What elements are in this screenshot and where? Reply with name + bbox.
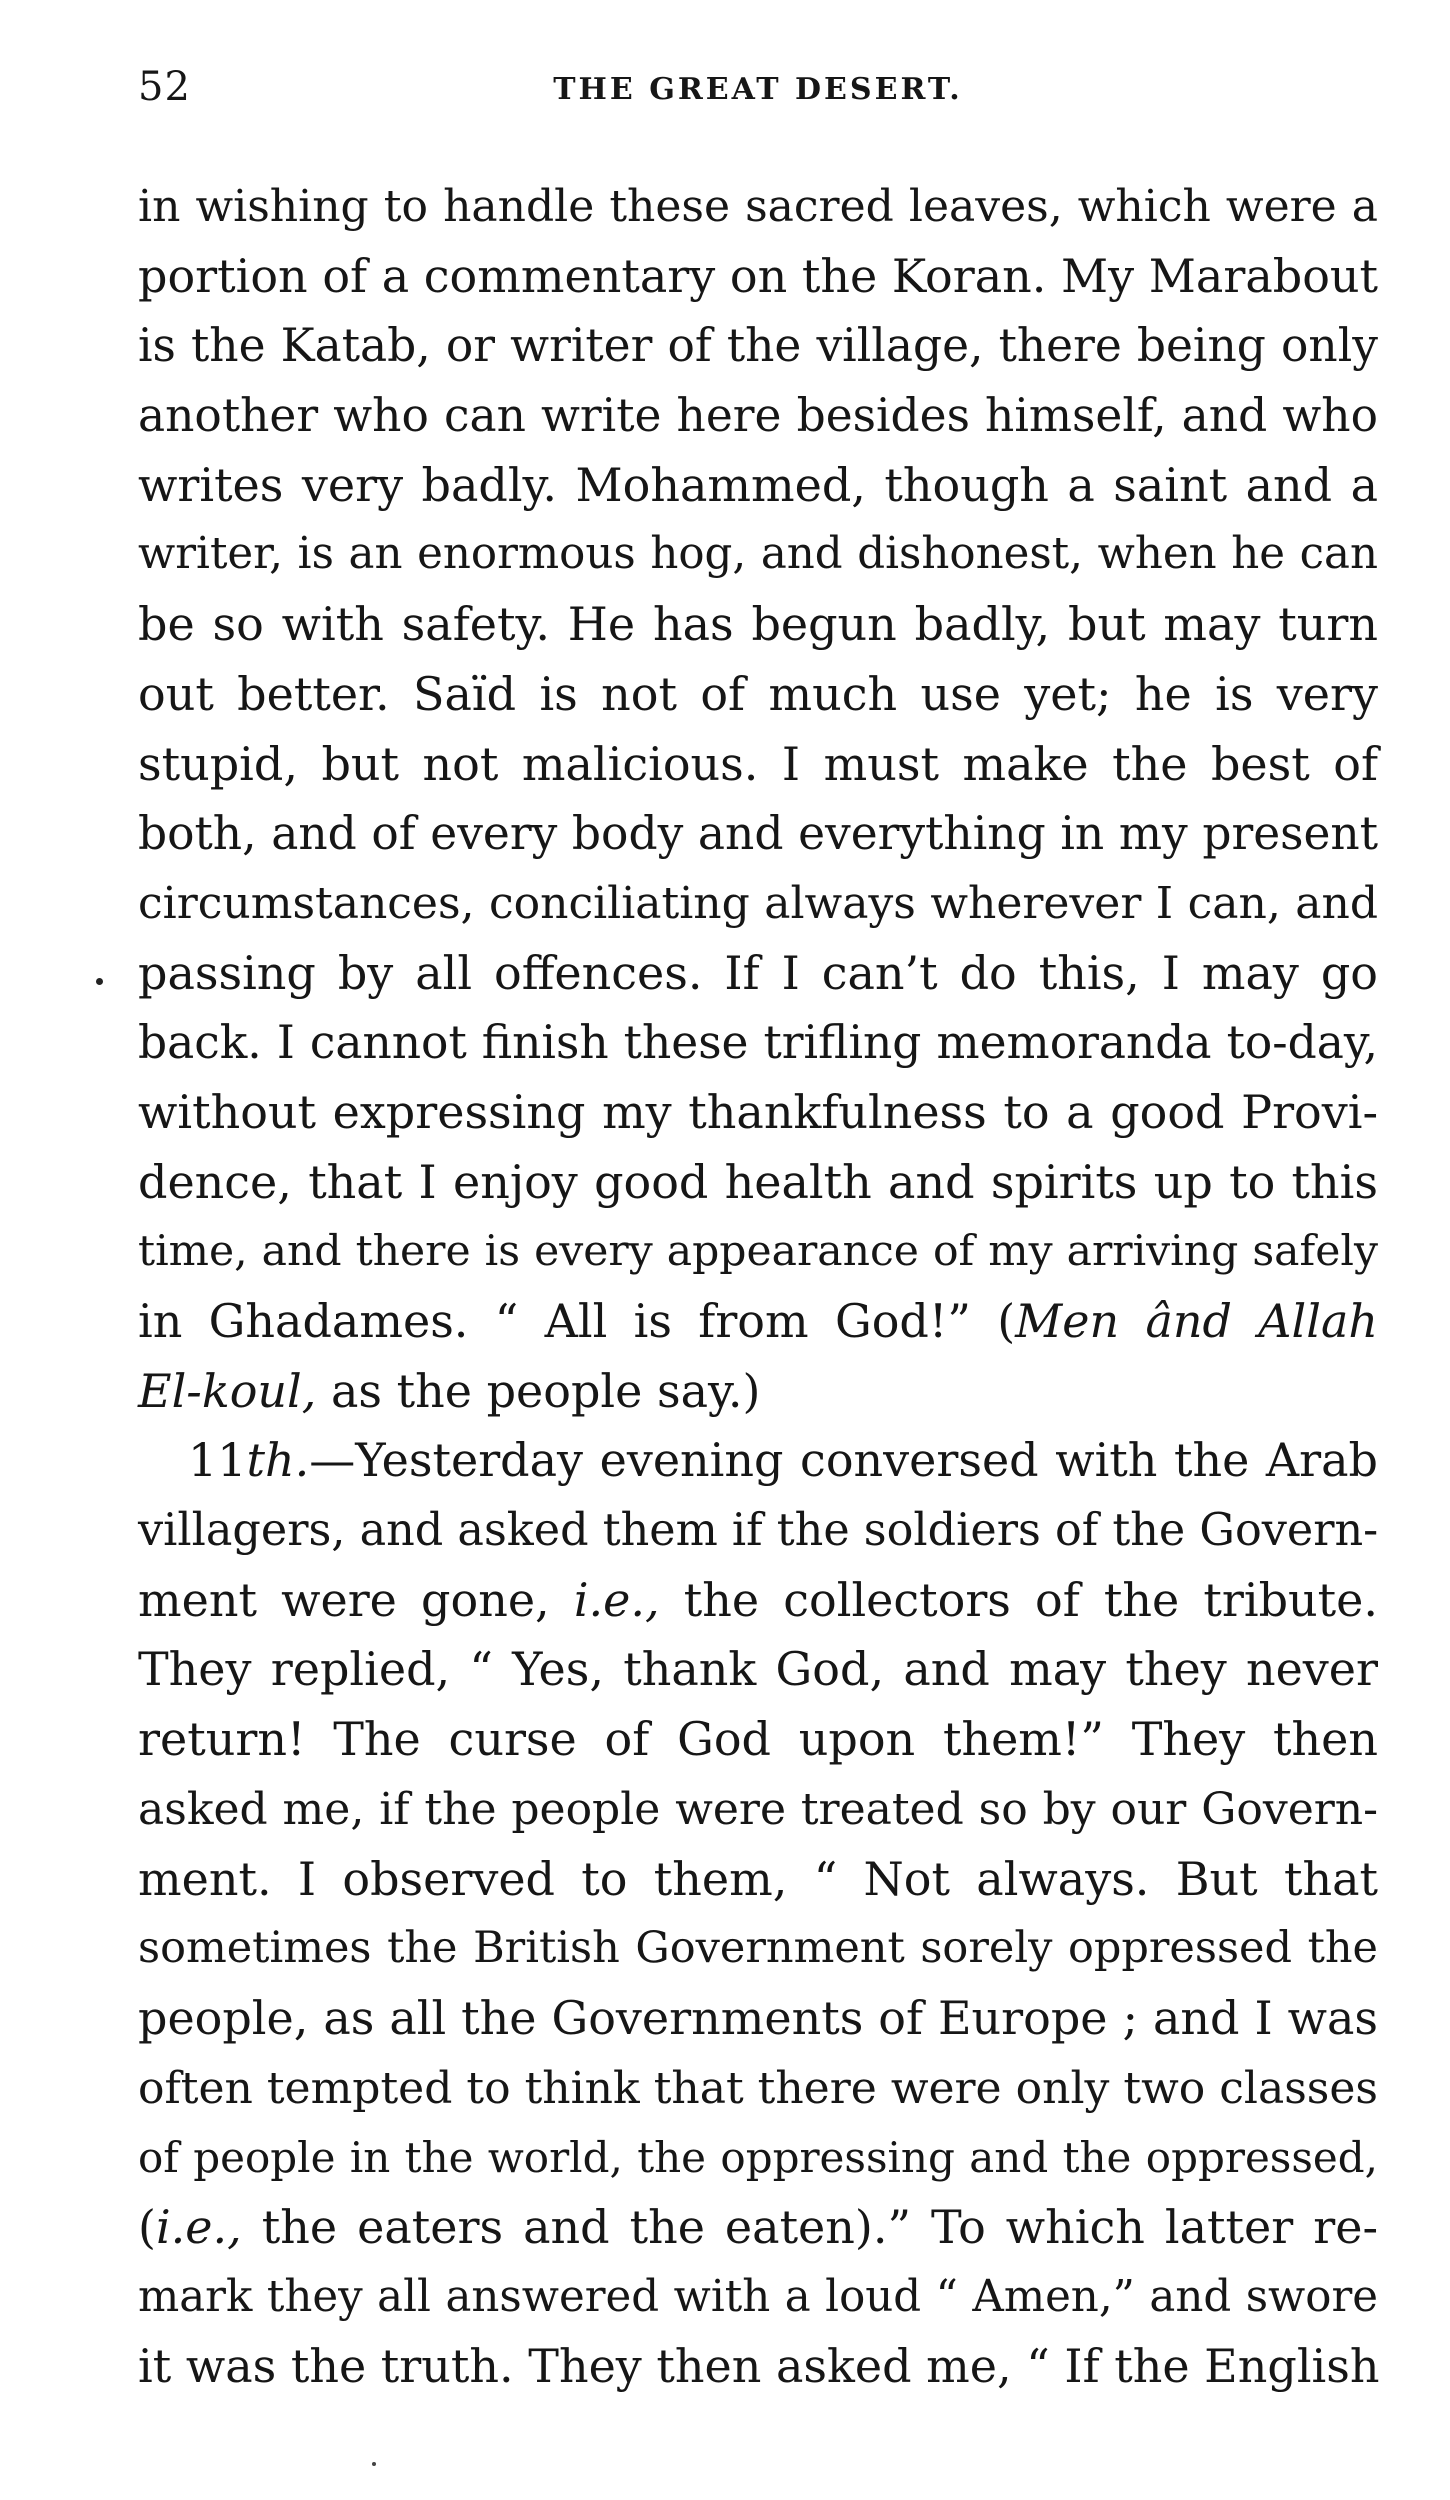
text-line: writer, is an enormous hog, and dishonest, when he can — [138, 529, 1378, 580]
italic-abbreviation: i.e., — [573, 1572, 660, 1627]
italic-abbreviation: i.e., — [155, 2199, 242, 2254]
text-line: portion of a commentary on the Koran. My Marabout — [138, 248, 1378, 303]
text-line: in wishing to handle these sacred leaves, which were a — [138, 181, 1378, 232]
text-segment: ( — [138, 2199, 156, 2254]
body-text — [138, 172, 1378, 2402]
italic-phrase: El-koul, — [138, 1363, 317, 1418]
text-line: is the Katab, or writer of the village, there being only — [138, 319, 1378, 373]
text-line: writes very badly. Mohammed, though a saint and a — [138, 457, 1378, 512]
text-line — [138, 1357, 1378, 1427]
text-line: without expressing my thankfulness to a good Provi- — [138, 1084, 1378, 1139]
text-segment: the eaters and the eaten).” To which latter re- — [241, 2199, 1378, 2254]
text-line: villagers, and asked them if the soldiers of the Govern- — [138, 1505, 1379, 1557]
text-line: both, and of every body and everything in my present — [138, 807, 1378, 861]
text-segment: ment were gone, — [138, 1572, 574, 1627]
text-line: be so with safety. He has begun badly, but may turn — [138, 597, 1378, 652]
text-line: of people in the world, the oppressing and the oppressed, — [138, 2133, 1378, 2183]
text-line: people, as all the Governments of Europe ; and I was — [138, 1990, 1378, 2045]
text-line: back. I cannot finish these trifling memoranda to-day, — [138, 1016, 1378, 1070]
text-line — [138, 1287, 1378, 1357]
print-speck — [372, 2462, 376, 2466]
text-line: They replied, “ Yes, thank God, and may they never — [138, 1642, 1378, 1697]
text-line — [138, 1566, 1378, 1636]
text-line: stupid, but not malicious. I must make the best of — [138, 736, 1378, 791]
italic-phrase: Men ând Allah — [1015, 1294, 1378, 1348]
text-line: dence, that I enjoy good health and spirits up to this — [138, 1154, 1378, 1209]
text-line: circumstances, conciliating always wherever I can, and — [138, 877, 1378, 929]
text-line: it was the truth. They then asked me, “ If the English — [138, 2339, 1380, 2394]
text-line: another who can write here besides himself, and who — [138, 389, 1378, 443]
text-line: often tempted to think that there were only two classes — [138, 2062, 1378, 2114]
running-head: THE GREAT DESERT. — [553, 72, 963, 107]
text-line: out better. Saïd is not of much use yet; he is very — [138, 666, 1378, 721]
text-segment: as the people say.) — [316, 1363, 761, 1418]
paragraph-start-line — [138, 1426, 1378, 1496]
text-line: asked me, if the people were treated so by our Govern- — [138, 1783, 1378, 1835]
page-number: 52 — [138, 64, 191, 110]
date-number: 11 — [188, 1433, 247, 1488]
text-segment: —Yesterday evening conversed with the Arab — [309, 1433, 1378, 1488]
text-line: passing by all offences. If I can’t do this, I may go — [138, 945, 1378, 1000]
text-line: sometimes the British Government sorely oppressed the — [138, 1923, 1378, 1974]
text-line: return! The curse of God upon them!” They then — [138, 1712, 1378, 1767]
text-line: time, and there is every appearance of my arriving safely — [138, 1227, 1378, 1277]
text-line: mark they all answered with a loud “ Amen,” and swore — [138, 2271, 1378, 2322]
margin-mark — [96, 978, 103, 985]
text-line: ment. I observed to them, “ Not always. But that — [138, 1851, 1378, 1906]
date-suffix: th. — [246, 1433, 310, 1488]
text-line — [138, 2193, 1378, 2263]
text-segment: in Ghadames. “ All is from God!” ( — [138, 1294, 1016, 1348]
page-header — [138, 64, 1378, 124]
text-segment: the collectors of the tribute. — [659, 1572, 1378, 1627]
